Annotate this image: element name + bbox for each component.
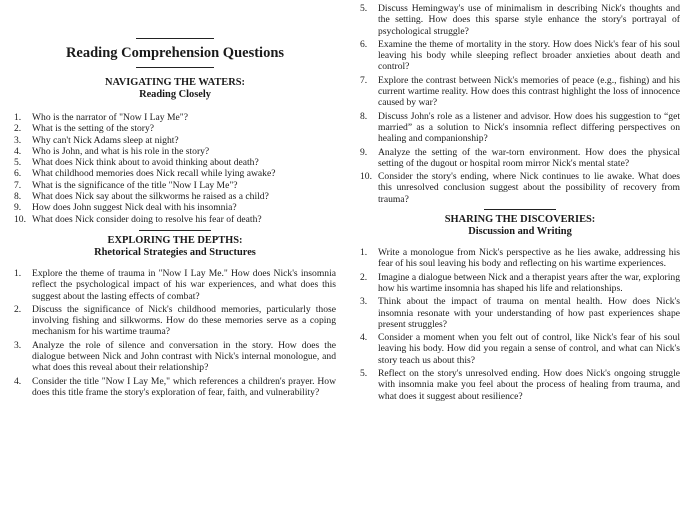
list-item: 5. Discuss Hemingway's use of minimalism in describing Nick's thoughts and the setting. How does this sparse style enhance the story's portrayal of psychological struggle?	[360, 3, 680, 37]
list-item: 10. What does Nick consider doing to resolve his fear of death?	[14, 213, 262, 225]
section2-list-part2	[360, 3, 680, 205]
list-item: 1. Write a monologue from Nick's perspective as he lies awake, addressing his fear of his soul leaving his body and reflecting on his wartime experiences.	[360, 247, 680, 270]
section2-list-part1	[14, 268, 336, 398]
list-item: 10. Consider the story's ending, where Nick continues to lie awake. What does this unresolved conclusion suggest about the possibility of recovery from trauma?	[360, 171, 680, 205]
section2-subheading: Rhetorical Strategies and Structures	[94, 246, 256, 258]
page-title: Reading Comprehension Questions	[65, 45, 285, 61]
list-item: 3. Analyze the role of silence and conversation in the story. How does the dialogue between Nick and John contrast with Nick's internal monologue, and what does this reveal about their relationship?	[14, 339, 336, 374]
section2-rule	[139, 230, 211, 231]
section3-heading: SHARING THE DISCOVERIES:	[444, 214, 596, 226]
list-item: 7. Explore the contrast between Nick's memories of peace (e.g., fishing) and his current wartime reality. How does this contrast highlight the loss of innocence caused by war?	[360, 74, 680, 109]
list-item: 4. Who is John, and what is his role in the story?	[14, 145, 210, 157]
list-item: 2. Discuss the significance of Nick's childhood memories, particularly those involving fishing and silkworms. How do these memories serve as a coping mechanism for his wartime trauma?	[14, 303, 336, 338]
list-item: 3. Why can't Nick Adams sleep at night?	[14, 134, 179, 146]
title-top-rule	[136, 38, 214, 39]
left-column	[14, 0, 336, 400]
list-item: 7. What is the significance of the title "Now I Lay Me"?	[14, 179, 238, 191]
title-bottom-rule	[136, 67, 214, 68]
list-item: 9. Analyze the setting of the war-torn environment. How does the physical setting of the dugout or hospital room mirror Nick's mental state?	[360, 146, 680, 169]
right-column	[360, 0, 680, 404]
list-item: 8. What does Nick say about the silkworms he raised as a child?	[14, 191, 269, 203]
list-item: 3. Think about the impact of trauma on mental health. How does Nick's insomnia resonate with your understanding of how past experiences shape present struggles?	[360, 296, 680, 330]
list-item: 4. Consider a moment when you felt out of control, like Nick's fear of his soul leaving his body. How did you regain a sense of control, and what can Nick's story teach us about this?	[360, 332, 680, 366]
section3-rule	[484, 209, 556, 210]
list-item: 8. Discuss John's role as a listener and advisor. How does his suggestion to “get married” as a solution to Nick's insomnia reflect differing perspectives on healing and companionship?	[360, 110, 680, 145]
list-item: 5. What does Nick think about to avoid thinking about death?	[14, 157, 259, 169]
list-item: 9. How does John suggest Nick deal with his insomnia?	[14, 202, 237, 214]
section1-subheading: Reading Closely	[139, 89, 211, 100]
list-item: 2. What is the setting of the story?	[14, 123, 155, 135]
list-item: 5. Reflect on the story's unresolved ending. How does Nick's ongoing struggle with insomnia make you feel about the process of healing from trauma, and what does it suggest about resilience?	[360, 368, 680, 402]
list-item: 6. What childhood memories does Nick recall while lying awake?	[14, 168, 276, 180]
list-item: 6. Examine the theme of mortality in the story. How does Nick's fear of his soul leaving his body while sleeping reflect broader anxieties about death and control?	[360, 38, 680, 73]
list-item: 1. Who is the narrator of "Now I Lay Me"?	[14, 112, 188, 123]
section2-heading: EXPLORING THE DEPTHS:	[107, 234, 243, 246]
section1-heading: NAVIGATING THE WATERS:	[105, 77, 245, 88]
section3-list	[360, 247, 680, 402]
section3-subheading: Discussion and Writing	[468, 226, 572, 238]
list-item: 1. Explore the theme of trauma in "Now I Lay Me." How does Nick's insomnia reflect the psychological impact of his war experiences, and what does this suggest about the lasting effects of combat?	[14, 267, 336, 302]
list-item: 2. Imagine a dialogue between Nick and a therapist years after the war, exploring how his wartime insomnia has shaped his life and relationships.	[360, 271, 680, 294]
list-item: 4. Consider the title "Now I Lay Me," which references a children's prayer. How does this title frame the story's exploration of fear, faith, and vulnerability?	[14, 375, 336, 398]
section1-list	[14, 112, 336, 225]
